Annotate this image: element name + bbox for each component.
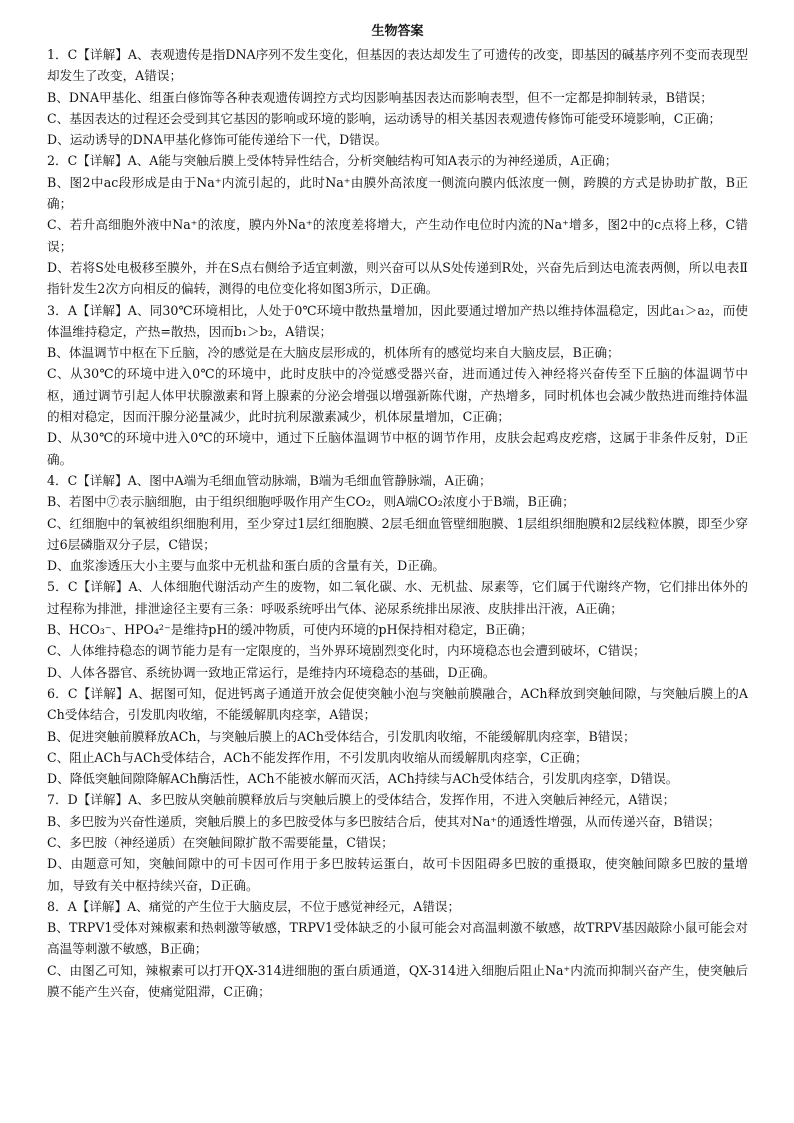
answer-paragraph: D、由题意可知，突触间隙中的可卡因可作用于多巴胺转运蛋白，故可卡因阻碍多巴胺的重摄取，使突触间隙多巴胺的量增加，导致有关中枢持续兴奋，D正确。 xyxy=(47,856,748,893)
answer-paragraph: C、人体维持稳态的调节能力是有一定限度的，当外界环境剧烈变化时，内环境稳态也会遭到破坏，C错误； xyxy=(47,643,646,659)
answer-paragraph: 6．C【详解】A、据图可知，促进钙离子通道开放会促使突触小泡与突触前膜融合，ACh释放到突触间隙，与突触后膜上的ACh受体结合，引发肌肉收缩，不能缓解肌肉痉挛，A错误； xyxy=(47,685,748,723)
answer-paragraph: D、人体各器官、系统协调一致地正常运行，是维持内环境稳态的基础，D正确。 xyxy=(47,664,496,680)
answer-paragraph: D、血浆渗透压大小主要与血浆中无机盐和蛋白质的含量有关，D正确。 xyxy=(47,558,446,574)
answer-paragraph: 4．C【详解】A、图中A端为毛细血管动脉端，B端为毛细血管静脉端，A正确； xyxy=(47,472,492,488)
answer-paragraph: B、体温调节中枢在下丘脑，冷的感觉是在大脑皮层形成的，机体所有的感觉均来自大脑皮层，B正确； xyxy=(47,345,620,361)
answer-paragraph: D、降低突触间隙降解ACh酶活性，ACh不能被水解而灭活，ACh持续与ACh受体结合，引发肌肉痉挛，D错误。 xyxy=(47,771,679,787)
answer-paragraph: B、促进突触前膜释放ACh，与突触后膜上的ACh受体结合，引发肌肉收缩，不能缓解肌肉痉挛，B错误； xyxy=(47,728,636,744)
answer-paragraph: 7．D【详解】A、多巴胺从突触前膜释放后与突触后膜上的受体结合，发挥作用，不进入突触后神经元，A错误； xyxy=(47,792,676,808)
answer-paragraph: C、从30℃的环境中进入0℃的环境中，此时皮肤中的冷觉感受器兴奋，进而通过传入神经将兴奋传至下丘脑的体温调节中枢，通过调节引起人体甲状腺激素和肾上腺素的分泌会增强以增强新陈代谢，产热增多，同时机体也会减少散热进而维持体温的相对稳定，因而汗腺分泌量减少，此时抗利尿激素减少，机体尿量增加，C正确； xyxy=(47,366,748,425)
answer-paragraph: 1．C【详解】A、表观遗传是指DNA序列不发生变化，但基因的表达却发生了可遗传的改变，即基因的碱基序列不变而表现型却发生了改变，A错误； xyxy=(47,47,748,84)
answer-paragraph: 5．C【详解】A、人体细胞代谢活动产生的废物，如二氧化碳、水、无机盐、尿素等，它们属于代谢终产物，它们排出体外的过程称为排泄，排泄途径主要有三条：呼吸系统呼出气体、泌尿系统排出尿液、皮肤排出汗液，A正确； xyxy=(47,579,748,616)
document-title: 生物答案 xyxy=(371,24,424,39)
answer-paragraph: B、多巴胺为兴奋性递质，突触后膜上的多巴胺受体与多巴胺结合后，使其对Na⁺的通透性增强，从而传递兴奋，B错误； xyxy=(47,813,721,829)
answer-paragraph: B、HCO₃⁻、HPO₄²⁻是维持pH的缓冲物质，可使内环境的pH保持相对稳定，B正确； xyxy=(47,622,533,638)
answer-paragraph: C、红细胞中的氧被组织细胞利用，至少穿过1层红细胞膜、2层毛细血管壁细胞膜、1层组织细胞膜和2层线粒体膜，即至少穿过6层磷脂双分子层，C错误； xyxy=(47,515,748,552)
answer-paragraph: B、图2中ac段形成是由于Na⁺内流引起的，此时Na⁺由膜外高浓度一侧流向膜内低浓度一侧，跨膜的方式是协助扩散，B正确； xyxy=(47,174,748,212)
answer-paragraph: D、从30℃的环境中进入0℃的环境中，通过下丘脑体温调节中枢的调节作用，皮肤会起鸡皮疙瘩，这属于非条件反射，D正确。 xyxy=(47,430,748,467)
answer-paragraph: 3．A【详解】A、同30℃环境相比，人处于0℃环境中散热量增加，因此要通过增加产热以维持体温稳定，因此a₁＞a₂，而使体温维持稳定，产热=散热，因而b₁＞b₂，A错误； xyxy=(47,302,748,339)
answer-paragraph: B、若图中⑦表示脑细胞，由于组织细胞呼吸作用产生CO₂，则A端CO₂浓度小于B端，B正确； xyxy=(47,494,575,510)
document-body xyxy=(47,44,748,1002)
answer-paragraph: B、DNA甲基化、组蛋白修饰等各种表观遗传调控方式均因影响基因表达而影响表型，但不一定都是抑制转录，B错误； xyxy=(47,89,713,105)
answer-paragraph: 2．C【详解】A、A能与突触后膜上受体特异性结合，分析突触结构可知A表示的为神经递质，A正确； xyxy=(47,153,618,169)
answer-paragraph: C、由图乙可知，辣椒素可以打开QX-314进细胞的蛋白质通道，QX-314进入细胞后阻止Na⁺内流而抑制兴奋产生，使突触后膜不能产生兴奋，使痛觉阻滞，C正确； xyxy=(47,962,748,1000)
answer-paragraph: C、阻止ACh与ACh受体结合，ACh不能发挥作用，不引发肌肉收缩从而缓解肌肉痉挛，C正确； xyxy=(47,749,588,765)
answer-paragraph: D、若将S处电极移至膜外，并在S点右侧给予适宜刺激，则兴奋可以从S处传递到R处，兴奋先后到达电流表两侧，所以电表Ⅱ指针发生2次方向相反的偏转，测得的电位变化将如图3所示，D正确。 xyxy=(47,259,748,297)
answer-paragraph: 8．A【详解】A、痛觉的产生位于大脑皮层，不位于感觉神经元，A错误； xyxy=(47,898,461,914)
answer-paragraph: C、多巴胺（神经递质）在突触间隙扩散不需要能量，C错误； xyxy=(47,834,394,850)
answer-paragraph: C、基因表达的过程还会受到其它基因的影响或环境的影响，运动诱导的相关基因表观遗传修饰可能受环境影响，C正确； xyxy=(47,110,722,126)
answer-paragraph: C、若升高细胞外液中Na⁺的浓度，膜内外Na⁺的浓度差将增大，产生动作电位时内流的Na⁺增多，图2中的c点将上移，C错误； xyxy=(47,217,748,254)
answer-paragraph: B、TRPV1受体对辣椒素和热刺激等敏感，TRPV1受体缺乏的小鼠可能会对高温刺激不敏感，故TRPV基因敲除小鼠可能会对高温等刺激不敏感，B正确； xyxy=(47,920,748,957)
answer-paragraph: D、运动诱导的DNA甲基化修饰可能传递给下一代，D错误。 xyxy=(47,132,388,148)
